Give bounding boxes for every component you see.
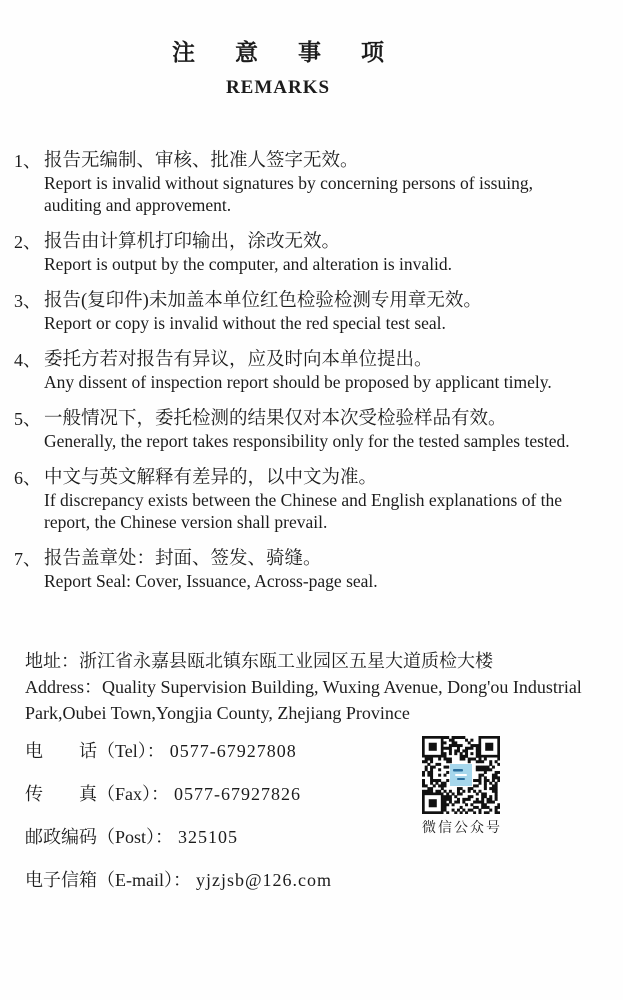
item-text-en: report, the Chinese version shall prevail. — [44, 512, 328, 532]
item-number: 1、 — [14, 151, 41, 171]
item-body — [44, 290, 614, 334]
list-item — [14, 150, 614, 216]
contact-row — [25, 826, 332, 848]
item-text-en: Report is invalid without signatures by concerning persons of issuing, — [44, 173, 533, 193]
item-text-cn: 一般情况下，委托检测的结果仅对本次受检验样品有效。 — [44, 409, 507, 429]
item-text-en: If discrepancy exists between the Chinese and English explanations of the — [44, 490, 563, 510]
item-text-cn: 委托方若对报告有异议，应及时向本单位提出。 — [44, 350, 433, 370]
item-body — [44, 349, 614, 393]
wechat-qr-block — [422, 736, 502, 837]
address-en-line: Address：Quality Supervision Building, Wuxing Avenue, Dong'ou Industrial — [25, 677, 582, 697]
item-text-cn: 报告无编制、审核、批准人签字无效。 — [44, 151, 359, 171]
list-item — [14, 408, 614, 452]
address-en-line: Park,Oubei Town,Yongjia County, Zhejiang Province — [25, 703, 410, 723]
item-text-cn: 报告由计算机打印输出，涂改无效。 — [44, 232, 341, 252]
qr-caption: 微信公众号 — [422, 821, 502, 836]
address-en — [25, 674, 605, 726]
item-text-cn: 报告盖章处：封面、签发、骑缝。 — [44, 549, 322, 569]
item-number: 4、 — [14, 350, 41, 370]
contact-value: 0577-67927808 — [169, 741, 297, 761]
item-body — [44, 467, 614, 533]
item-number: 7、 — [14, 549, 41, 569]
remarks-list — [14, 150, 614, 607]
item-body — [44, 231, 614, 275]
list-item — [14, 548, 614, 592]
item-body — [44, 150, 614, 216]
item-number: 2、 — [14, 232, 41, 252]
item-body — [44, 548, 614, 592]
page-subtitle: REMARKS — [225, 77, 331, 98]
item-text-en: Any dissent of inspection report should be proposed by applicant timely. — [44, 372, 552, 392]
wechat-qr-code-image — [422, 736, 500, 814]
item-body — [44, 408, 614, 452]
contact-value: yjzjsb@126.com — [195, 870, 333, 890]
contact-row — [25, 869, 332, 891]
contact-value: 0577-67927826 — [174, 784, 301, 804]
list-item — [14, 467, 614, 533]
address-cn: 地址：浙江省永嘉县瓯北镇东瓯工业园区五星大道质检大楼 — [25, 651, 493, 671]
item-text-en: auditing and approvement. — [44, 195, 232, 215]
list-item — [14, 231, 614, 275]
item-number: 3、 — [14, 291, 41, 311]
contact-label: 电子信箱（E-mail）： — [25, 870, 191, 890]
contact-value: 325105 — [178, 827, 239, 847]
address-block — [25, 648, 605, 726]
item-text-en: Report Seal: Cover, Issuance, Across-page seal. — [44, 571, 378, 591]
contact-label: 邮政编码（Post）： — [25, 827, 174, 847]
item-number: 5、 — [14, 409, 41, 429]
contact-list — [25, 740, 332, 912]
contact-label: 传 真（Fax）： — [25, 784, 169, 804]
item-text-en: Report is output by the computer, and alteration is invalid. — [44, 254, 453, 274]
contact-row — [25, 740, 332, 762]
item-number: 6、 — [14, 468, 41, 488]
item-text-cn: 中文与英文解释有差异的，以中文为准。 — [44, 468, 378, 488]
item-text-cn: 报告(复印件)未加盖本单位红色检验检测专用章无效。 — [44, 291, 482, 311]
list-item — [14, 349, 614, 393]
item-text-en: Generally, the report takes responsibility only for the tested samples tested. — [44, 431, 570, 451]
item-text-en: Report or copy is invalid without the red special test seal. — [44, 313, 446, 333]
page-title: 注意事项 — [172, 40, 424, 65]
contact-label: 电 话（Tel）： — [25, 741, 165, 761]
contact-row — [25, 783, 332, 805]
list-item — [14, 290, 614, 334]
